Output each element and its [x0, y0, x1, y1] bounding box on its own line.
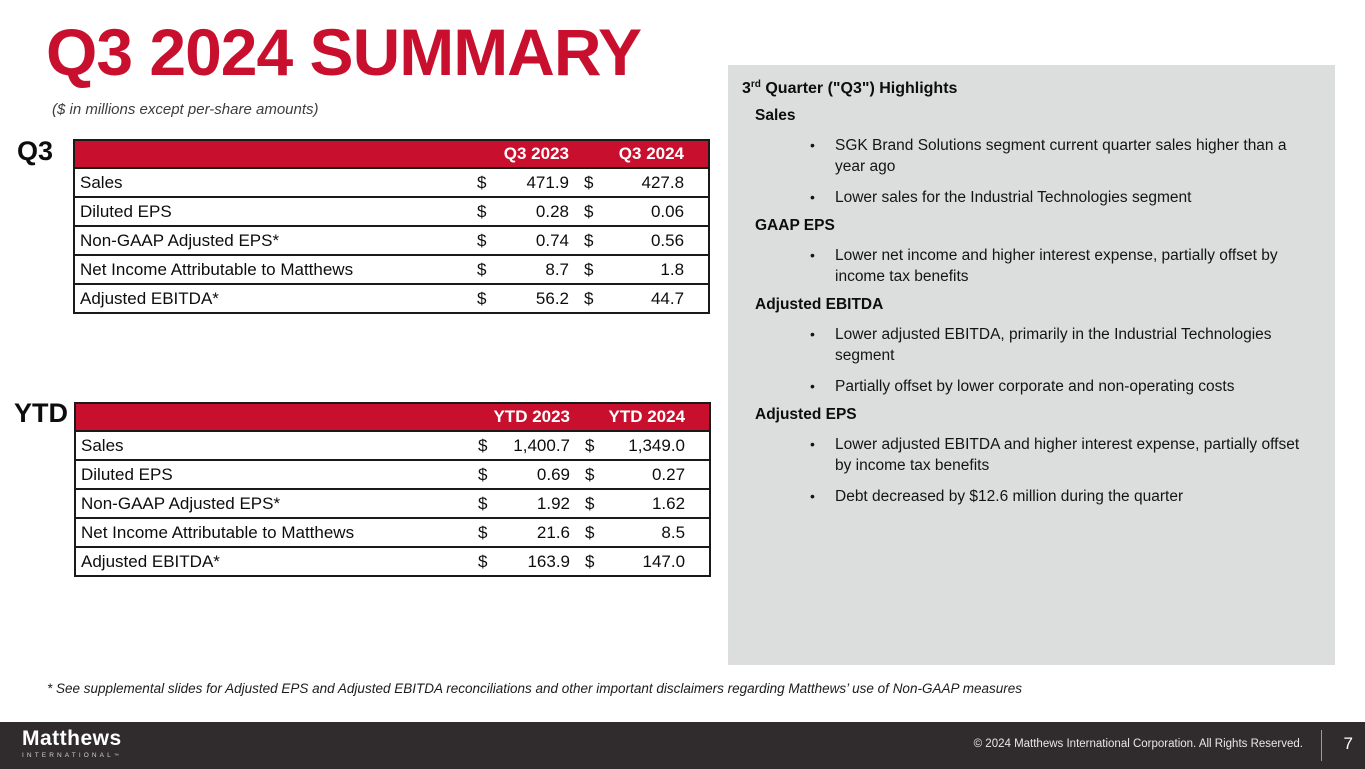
q3-financial-table	[73, 139, 710, 314]
bullet-icon: •	[810, 189, 815, 205]
heading-base: 3	[742, 80, 751, 97]
currency-symbol: $	[477, 230, 487, 250]
highlights-heading	[742, 80, 1321, 98]
q3-section-label: Q3	[17, 136, 54, 166]
highlight-bullet	[810, 135, 1321, 177]
currency-symbol: $	[585, 435, 595, 455]
trademark-icon: ™	[113, 753, 119, 760]
heading-superscript: rd	[750, 79, 761, 90]
value-2023: 0.69	[536, 464, 571, 484]
highlight-section-title-gaap-eps: GAAP EPS	[755, 217, 835, 234]
highlight-section-title-adjusted-eps: Adjusted EPS	[755, 406, 857, 423]
value-2024: 8.5	[661, 522, 686, 542]
currency-symbol: $	[584, 259, 594, 279]
row-label: Sales	[80, 172, 123, 192]
header-q3-2024: Q3 2024	[569, 140, 709, 168]
highlight-bullet	[810, 187, 1321, 208]
table-header-row	[74, 140, 709, 168]
header-q3-2023: Q3 2023	[471, 140, 569, 168]
copyright-text: © 2024 Matthews International Corporation. All Rights Reserved.	[973, 738, 1303, 750]
table-row	[74, 168, 709, 197]
value-2024: 0.06	[650, 201, 685, 221]
bullet-text: Lower net income and higher interest expense, partially offset by income tax benefits	[835, 247, 1278, 285]
currency-symbol: $	[584, 230, 594, 250]
bullet-text: Lower sales for the Industrial Technologies segment	[835, 189, 1192, 206]
matthews-logo	[22, 727, 122, 760]
non-gaap-footnote: * See supplemental slides for Adjusted EPS and Adjusted EBITDA reconciliations and other important disclaimers regarding Matthews’ use of Non-GAAP measures	[47, 681, 1022, 696]
currency-symbol: $	[584, 201, 594, 221]
highlight-bullet	[810, 376, 1321, 397]
bullet-icon: •	[810, 137, 815, 153]
bullet-icon: •	[810, 326, 815, 342]
table-row	[75, 489, 710, 518]
bullet-text: Debt decreased by $12.6 million during the quarter	[835, 488, 1184, 505]
table-row	[74, 284, 709, 313]
currency-symbol: $	[477, 288, 487, 308]
page-number: 7	[1343, 734, 1353, 753]
currency-symbol: $	[585, 493, 595, 513]
value-2023: 0.74	[535, 230, 570, 250]
table-row	[74, 226, 709, 255]
table-row	[75, 431, 710, 460]
header-empty-cell	[74, 140, 471, 168]
currency-symbol: $	[585, 464, 595, 484]
row-label: Non-GAAP Adjusted EPS*	[80, 230, 280, 250]
bullet-icon: •	[810, 488, 815, 504]
logo-subtext	[22, 752, 117, 759]
header-ytd-2024: YTD 2024	[570, 403, 710, 431]
value-2023: 163.9	[527, 551, 571, 571]
highlights-panel	[728, 65, 1335, 665]
value-2023: 1.92	[536, 493, 571, 513]
value-2023: 56.2	[535, 288, 570, 308]
table-row	[75, 460, 710, 489]
bullet-text: Lower adjusted EBITDA and higher interest expense, partially offset by income tax benefits	[835, 436, 1300, 474]
value-2024: 0.56	[650, 230, 685, 250]
currency-symbol: $	[478, 522, 488, 542]
row-label: Diluted EPS	[81, 464, 173, 484]
bullet-icon: •	[810, 436, 815, 452]
row-label: Adjusted EBITDA*	[80, 288, 219, 308]
value-2023: 471.9	[526, 172, 570, 192]
page-title: Q3 2024 SUMMARY	[46, 15, 642, 89]
currency-symbol: $	[477, 259, 487, 279]
currency-symbol: $	[585, 551, 595, 571]
highlight-section-title-sales: Sales	[755, 107, 796, 124]
value-2023: 0.28	[535, 201, 570, 221]
value-2024: 1,349.0	[628, 435, 686, 455]
row-label: Sales	[81, 435, 124, 455]
logo-wordmark: Matthews	[22, 727, 122, 750]
row-label: Net Income Attributable to Matthews	[80, 259, 354, 279]
value-2024: 44.7	[650, 288, 685, 308]
currency-symbol: $	[585, 522, 595, 542]
table-row	[75, 518, 710, 547]
logo-subtext-text: INTERNATIONAL	[22, 752, 114, 760]
currency-symbol: $	[478, 464, 488, 484]
footer-bar	[0, 722, 1365, 769]
bullet-text: Lower adjusted EBITDA, primarily in the Industrial Technologies segment	[835, 326, 1272, 364]
row-label: Non-GAAP Adjusted EPS*	[81, 493, 281, 513]
highlight-bullet	[810, 324, 1321, 366]
row-label: Net Income Attributable to Matthews	[81, 522, 355, 542]
value-2023: 8.7	[545, 259, 570, 279]
value-2023: 21.6	[536, 522, 571, 542]
value-2024: 0.27	[651, 464, 686, 484]
value-2024: 1.62	[651, 493, 686, 513]
value-2023: 1,400.7	[513, 435, 571, 455]
currency-symbol: $	[478, 435, 488, 455]
table-header-row	[75, 403, 710, 431]
ytd-financial-table	[74, 402, 711, 577]
currency-symbol: $	[477, 172, 487, 192]
units-note: ($ in millions except per-share amounts)	[52, 101, 319, 118]
header-ytd-2023: YTD 2023	[472, 403, 570, 431]
table-row	[74, 197, 709, 226]
heading-rest: Quarter ("Q3") Highlights	[760, 80, 958, 97]
footer-divider	[1321, 730, 1322, 761]
bullet-icon: •	[810, 378, 815, 394]
bullet-text: Partially offset by lower corporate and non-operating costs	[835, 378, 1235, 395]
currency-symbol: $	[478, 551, 488, 571]
currency-symbol: $	[478, 493, 488, 513]
highlight-bullet	[810, 434, 1321, 476]
bullet-icon: •	[810, 247, 815, 263]
value-2024: 427.8	[641, 172, 685, 192]
currency-symbol: $	[584, 288, 594, 308]
highlight-section-title-adjusted-ebitda: Adjusted EBITDA	[755, 296, 884, 313]
row-label: Adjusted EBITDA*	[81, 551, 220, 571]
table-row	[74, 255, 709, 284]
currency-symbol: $	[584, 172, 594, 192]
value-2024: 1.8	[660, 259, 685, 279]
table-row	[75, 547, 710, 576]
row-label: Diluted EPS	[80, 201, 172, 221]
highlight-bullet	[810, 486, 1321, 507]
header-empty-cell	[75, 403, 472, 431]
bullet-text: SGK Brand Solutions segment current quarter sales higher than a year ago	[835, 137, 1287, 175]
highlight-bullet	[810, 245, 1321, 287]
currency-symbol: $	[477, 201, 487, 221]
ytd-section-label: YTD	[14, 398, 68, 428]
value-2024: 147.0	[642, 551, 686, 571]
